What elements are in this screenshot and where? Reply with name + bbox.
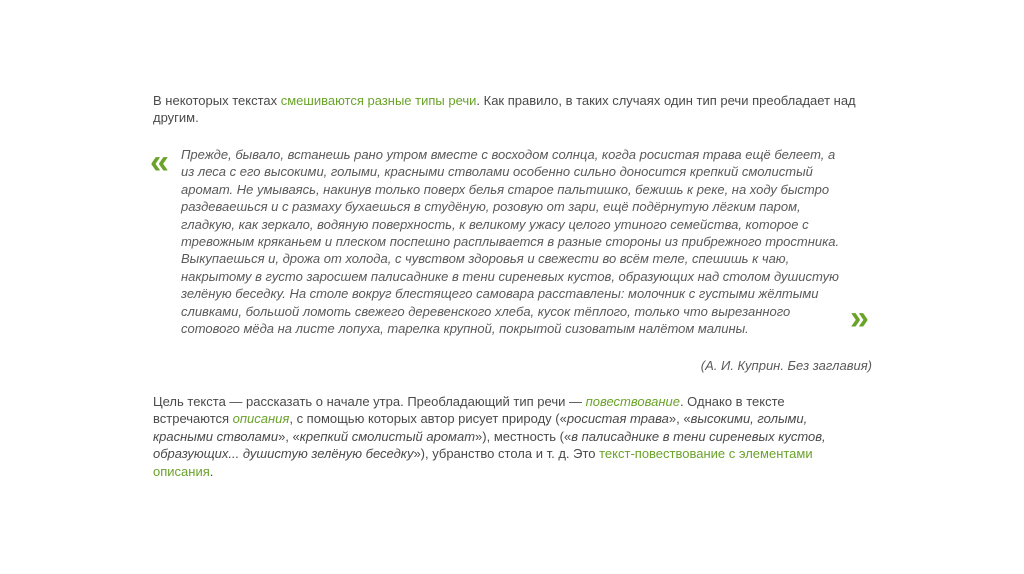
intro-text-start: В некоторых текстах <box>153 93 281 108</box>
intro-highlight: смешиваются разные типы речи <box>280 93 477 108</box>
conclusion-text-6: »), местность (« <box>475 428 572 444</box>
intro-text-end: . Как правило, в таких случаях один тип речи преобладает над другим. <box>153 93 856 126</box>
conclusion-text-5: », « <box>278 428 300 444</box>
conclusion-text-3: , с помощью которых автор рисует природу (« <box>289 411 567 427</box>
conclusion-text-8: . <box>209 463 214 479</box>
quote-open-mark: « <box>150 143 169 181</box>
term-narration-link[interactable]: повествование <box>585 394 680 409</box>
conclusion-paragraph <box>153 393 828 480</box>
conclusion-text-7: »), убранство стола и т. д. Это <box>413 446 600 462</box>
quote-text: Прежде, бывало, встанешь рано утром вместе с восходом солнца, когда росистая трава ещё белеет, а из леса с его высокими, голыми, красными стволами особенно сильно доносится крепкий смолистый аромат. Не умываясь, накинув только поверх белья старое пальтишко, бежишь к реке, на ходу быстро раздеваешься и с размаху бухаешься в студёную, розовую от зари, ещё подёрнутую лёгким паром, гладкую, как зеркало, водяную поверхность, к великому ужасу целого утиного семейства, которое с тревожным кряканьем и плеском поспешно расплывается в разные стороны из прибрежного тростника. Выкупаешься и, дрожа от холода, с чувством здоровья и свежести во всём теле, спешишь к чаю, накрытому в густо заросшем палисаднике в тени сиреневых кустов, образующих над столом душистую зелёную беседку. На столе вокруг блестящего самовара расставлены: молочник с густыми жёлтыми сливками, большой ломоть свежего деревенского хлеба, кусок тёплого, только что вырезанного сотового мёда на листе лопуха, тарелка крупной, покрытой сизоватым налётом малины. <box>181 147 840 337</box>
example-4: в палисаднике в тени сиреневых кустов, образующих... душистую зелёную беседку <box>153 428 826 462</box>
term-description-link[interactable]: описания <box>232 411 290 427</box>
example-3: крепкий смолистый аромат <box>299 428 476 444</box>
intro-paragraph <box>153 92 883 127</box>
quote-close-mark: » <box>850 299 869 337</box>
conclusion-text-2: . Однако в тексте встречаются <box>153 394 785 427</box>
conclusion-text-1: Цель текста — рассказать о начале утра. Преобладающий тип речи — <box>153 394 586 409</box>
example-1: росистая трава <box>566 411 669 427</box>
text-type-link[interactable]: текст-повествование с элементами описания <box>153 446 813 479</box>
conclusion-text-4: », « <box>668 411 691 427</box>
example-2: высокими, голыми, красными стволами <box>153 411 808 444</box>
quote-attribution: (А. И. Куприн. Без заглавия) <box>700 358 872 373</box>
